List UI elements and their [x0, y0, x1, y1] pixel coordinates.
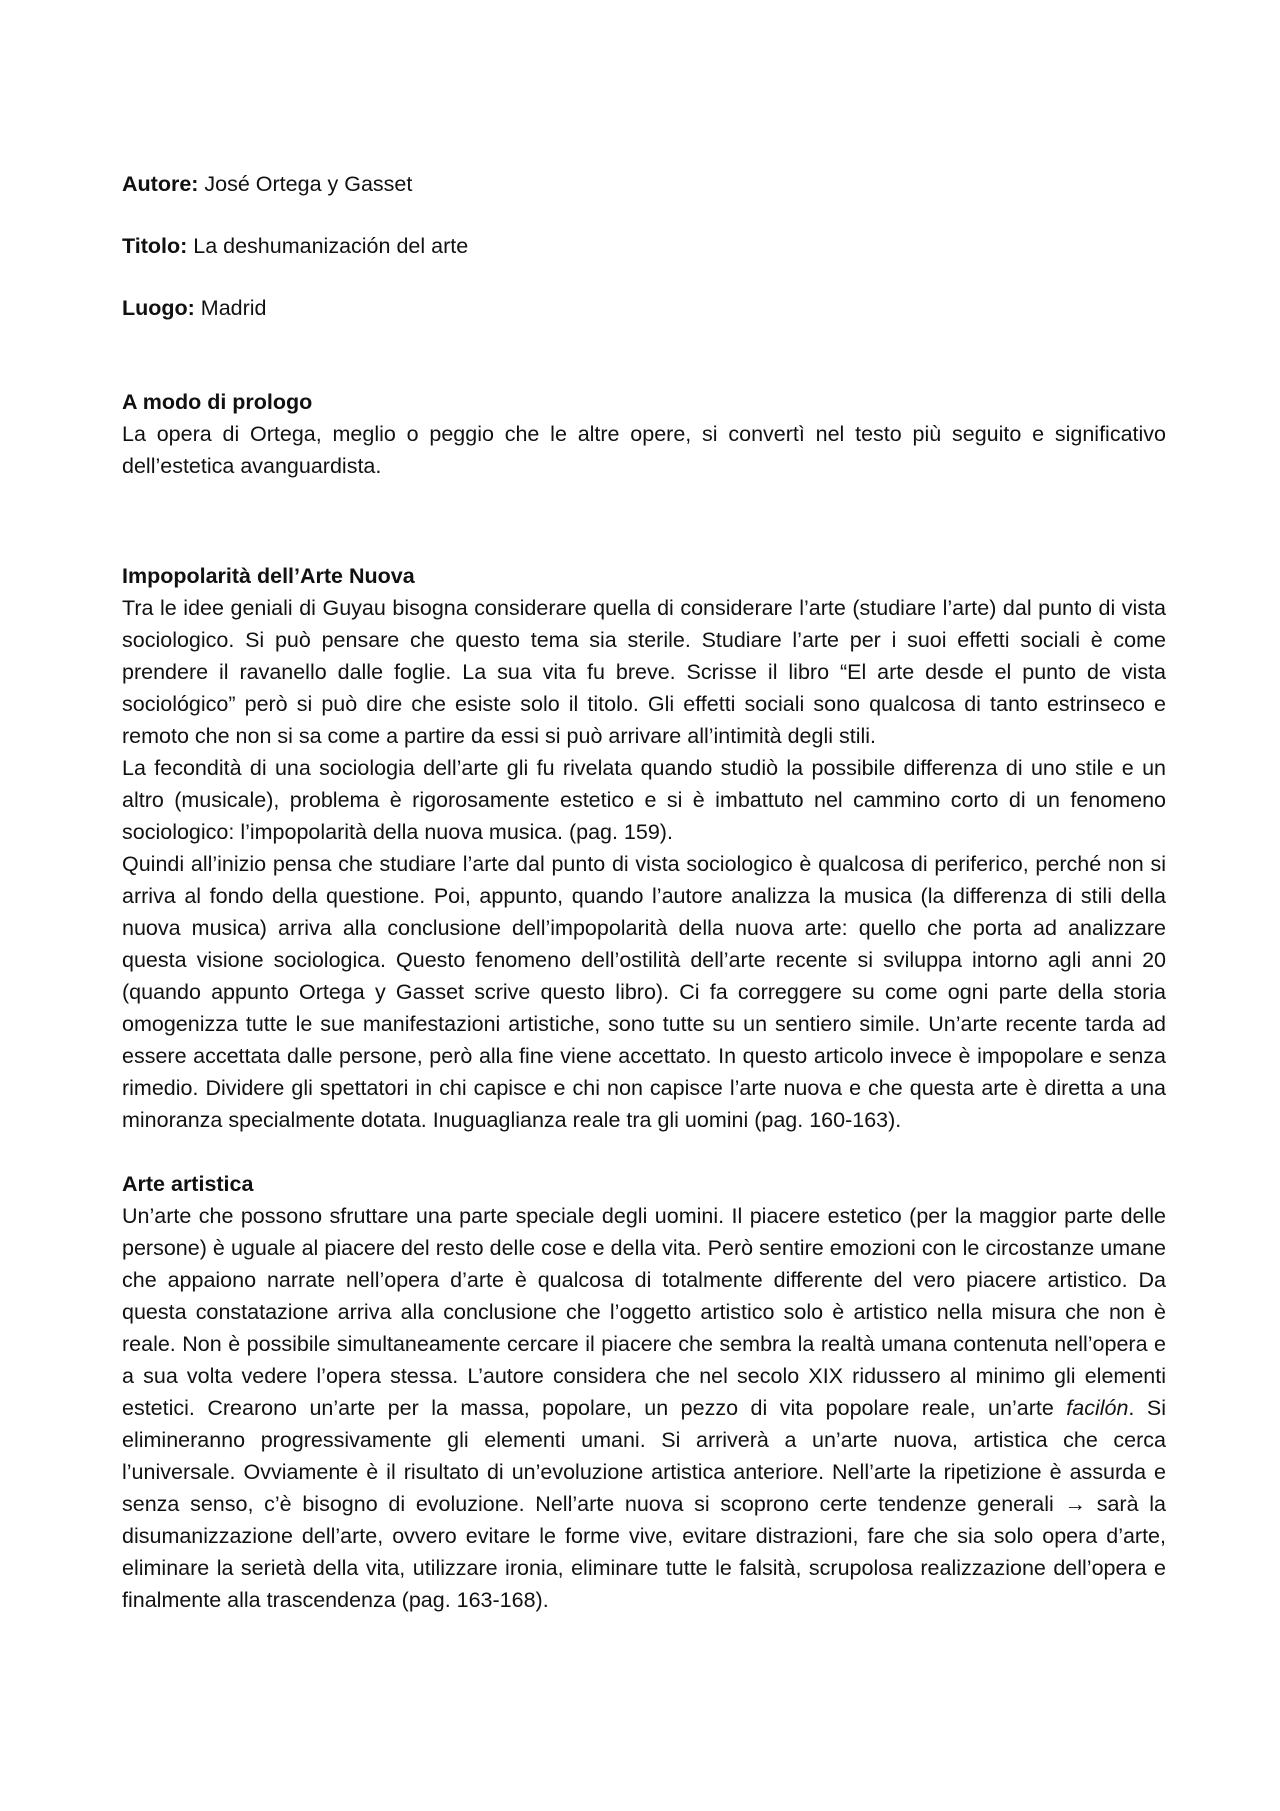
- paragraph: Tra le idee geniali di Guyau bisogna considerare quella di considerare l’arte (studiare l’arte) dal punto di vista sociologico. Si può pensare che questo tema sia sterile. Studiare l’arte per i suoi effetti sociali è come prendere il ravanello dalle foglie. La sua vita fu breve. Scrisse il libro “El arte desde el punto de vista sociológico” però si può dire che esiste solo il titolo. Gli effetti sociali sono qualcosa di tanto estrinseco e remoto che non si sa come a partire da essi si può arrivare all’intimità degli stili.: [122, 596, 1166, 748]
- title-label: Titolo:: [122, 234, 188, 258]
- author-label: Autore:: [122, 172, 199, 196]
- author-line: [122, 168, 1166, 200]
- paragraph-text: . Si elimineranno progressivamente gli elementi umani. Si arriverà a un’arte nuova, artistica che cerca l’universale. Ovviamente è il risultato di un’evoluzione artistica anteriore. Nell’arte la ripetizione è assurda e senza senso, c’è bisogno di evoluzione. Nell’arte nuova si scoprono certe tendenze generali: [122, 1396, 1166, 1516]
- place-value: Madrid: [194, 296, 267, 320]
- paragraph: [122, 1200, 1166, 1616]
- section-artistica: [122, 1168, 1166, 1616]
- paragraph: Quindi all’inizio pensa che studiare l’arte dal punto di vista sociologico è qualcosa di periferico, perché non si arriva al fondo della questione. Poi, appunto, quando l’autore analizza la musica (la differenza di stili della nuova musica) arriva alla conclusione dell’impopolarità della nuova arte: quello che porta ad analizzare questa visione sociologica. Questo fenomeno dell’ostilità dell’arte recente si sviluppa intorno agli anni 20 (quando appunto Ortega y Gasset scrive questo libro). Ci fa correggere su come ogni parte della storia omogenizza tutte le sue manifestazioni artistiche, sono tutte su un sentiero simile. Un’arte recente tarda ad essere accettata dalle persone, però alla fine viene accettato. In questo articolo invece è impopolare e senza rimedio. Dividere gli spettatori in chi capisce e chi non capisce l’arte nuova e che questa arte è diretta a una minoranza specialmente dotata. Inuguaglianza reale tra gli uomini (pag. 160-163).: [122, 852, 1166, 1132]
- emphasized-word: facilón: [1066, 1396, 1129, 1420]
- section-heading-prologo: A modo di prologo: [122, 390, 313, 414]
- paragraph: La opera di Ortega, meglio o peggio che le altre opere, si convertì nel testo più seguito e significativo dell’estetica avanguardista.: [122, 422, 1166, 478]
- arrow-icon: →: [1064, 1492, 1086, 1516]
- title-value: La deshumanización del arte: [187, 234, 469, 258]
- section-prologo: [122, 386, 1166, 482]
- section-heading-artistica: Arte artistica: [122, 1172, 254, 1196]
- place-line: [122, 292, 1166, 324]
- section-impopolarita: [122, 560, 1166, 1136]
- paragraph-text: sarà la disumanizzazione dell’arte, ovvero evitare le forme vive, evitare distrazioni, fare che sia solo opera d’arte, eliminare la serietà della vita, utilizzare ironia, eliminare tutte le falsità, scrupolosa realizzazione dell’opera e finalmente alla trascendenza (pag. 163-168).: [122, 1492, 1166, 1612]
- paragraph: La fecondità di una sociologia dell’arte gli fu rivelata quando studiò la possibile differenza di uno stile e un altro (musicale), problema è rigorosamente estetico e si è imbattuto nel cammino corto di un fenomeno sociologico: l’impopolarità della nuova musica. (pag. 159).: [122, 756, 1166, 844]
- paragraph-text: Un’arte che possono sfruttare una parte speciale degli uomini. Il piacere estetico (per la maggior parte delle persone) è uguale al piacere del resto delle cose e della vita. Però sentire emozioni con le circostanze umane che appaiono narrate nell’opera d’arte è qualcosa di totalmente differente del vero piacere artistico. Da questa constatazione arriva alla conclusione che l’oggetto artistico solo è artistico nella misura che non è reale. Non è possibile simultaneamente cercare il piacere che sembra la realtà umana contenuta nell’opera e a sua volta vedere l’opera stessa. L’autore considera che nel secolo XIX ridussero al minimo gli elementi estetici. Crearono un’arte per la massa, popolare, un pezzo di vita popolare reale, un’arte: [122, 1204, 1166, 1420]
- document-page: [122, 168, 1166, 1616]
- place-label: Luogo:: [122, 296, 195, 320]
- author-value: José Ortega y Gasset: [198, 172, 413, 196]
- title-line: [122, 230, 1166, 262]
- section-heading-impopolarita: Impopolarità dell’Arte Nuova: [122, 564, 415, 588]
